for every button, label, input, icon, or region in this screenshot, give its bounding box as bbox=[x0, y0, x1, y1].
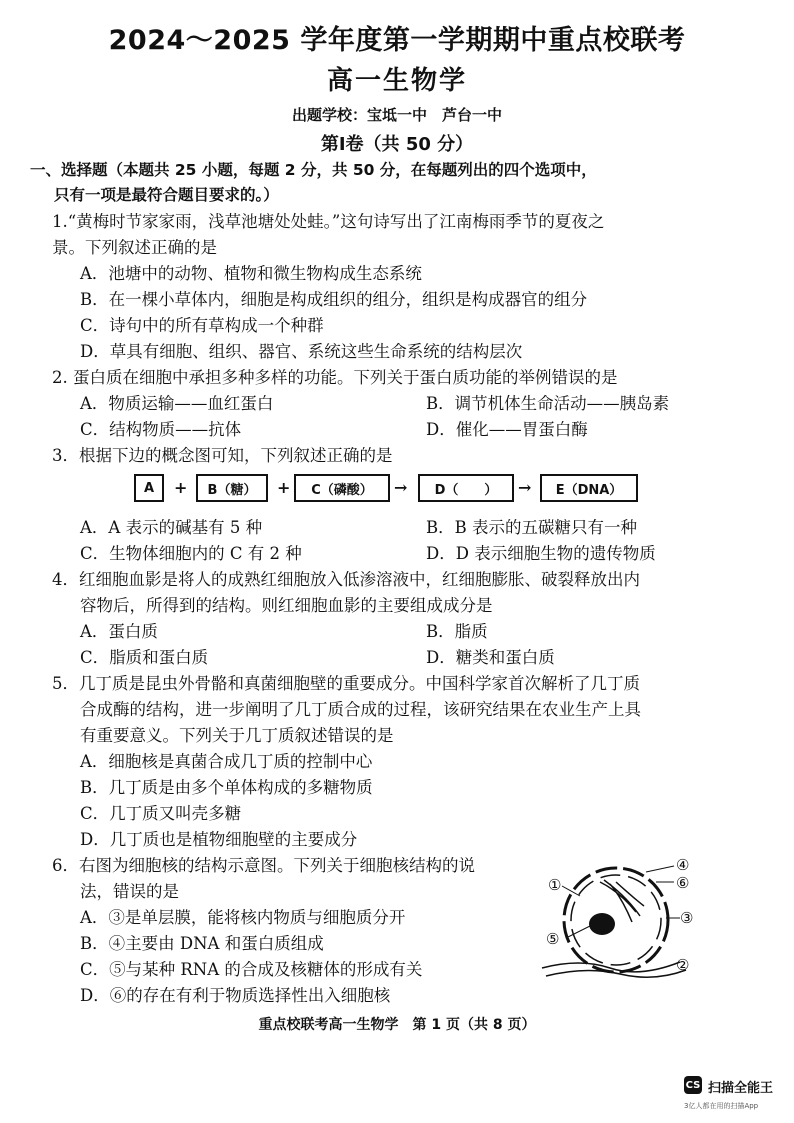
q3-option-c: C．生物体细胞内的 C 有 2 种 bbox=[80, 544, 302, 563]
camscanner-tagline: 3亿人都在用的扫描App bbox=[684, 1102, 759, 1110]
q6-stem-line2: 法，错误的是 bbox=[80, 882, 179, 901]
q4-option-b: B．脂质 bbox=[426, 622, 488, 641]
q2-option-b: B．调节机体生命活动——胰岛素 bbox=[426, 394, 670, 413]
q3-option-a: A．A 表示的碱基有 5 种 bbox=[80, 518, 263, 537]
q3-stem: 3．根据下边的概念图可知，下列叙述正确的是 bbox=[52, 446, 393, 465]
q1-option-d: D．草具有细胞、组织、器官、系统这些生命系统的结构层次 bbox=[80, 342, 523, 361]
concept-plus-2: + bbox=[277, 478, 291, 497]
q5-option-b: B．几丁质是由多个单体构成的多糖物质 bbox=[80, 778, 373, 797]
q2-option-a: A．物质运输——血红蛋白 bbox=[80, 394, 274, 413]
section-instructions-line2: 只有一项是最符合题目要求的。） bbox=[54, 186, 279, 204]
concept-arrow-1: → bbox=[394, 478, 408, 497]
nucleus-label-1: ① bbox=[548, 876, 562, 894]
q1-option-c: C．诗句中的所有草构成一个种群 bbox=[80, 316, 324, 335]
q4-option-c: C．脂质和蛋白质 bbox=[80, 648, 209, 667]
q1-stem-line1: 1.“黄梅时节家家雨，浅草池塘处处蛙。”这句诗写出了江南梅雨季节的夏夜之 bbox=[52, 212, 605, 231]
subject-title: 高一生物学 bbox=[326, 66, 467, 96]
q4-option-d: D．糖类和蛋白质 bbox=[426, 648, 555, 667]
q2-option-c: C．结构物质——抗体 bbox=[80, 420, 242, 439]
q2-stem: 2. 蛋白质在细胞中承担多种多样的功能。下列关于蛋白质功能的举例错误的是 bbox=[52, 368, 618, 387]
q5-stem-line2: 合成酶的结构，进一步阐明了几丁质合成的过程，该研究结果在农业生产上具 bbox=[80, 700, 641, 719]
nucleus-label-4: ④ bbox=[676, 856, 690, 874]
nucleus-label-2: ② bbox=[676, 956, 690, 974]
q5-stem-line1: 5．几丁质是昆虫外骨骼和真菌细胞壁的重要成分。中国科学家首次解析了几丁质 bbox=[52, 674, 640, 693]
concept-box-a: A bbox=[134, 474, 164, 502]
nucleus-label-6: ⑥ bbox=[676, 874, 690, 892]
concept-box-c: C（磷酸） bbox=[294, 474, 390, 502]
concept-box-d: D（ ） bbox=[418, 474, 514, 502]
section-instructions-line1: 一、选择题（本题共 25 小题，每题 2 分，共 50 分，在每题列出的四个选项中， bbox=[30, 161, 597, 179]
nucleus-label-3: ③ bbox=[680, 909, 694, 927]
camscanner-name: 扫描全能王 bbox=[708, 1081, 774, 1096]
q5-option-d: D．几丁质也是植物细胞壁的主要成分 bbox=[80, 830, 358, 849]
q4-stem-line2: 容物后，所得到的结构。则红细胞血影的主要组成成分是 bbox=[80, 596, 493, 615]
concept-box-e: E（DNA） bbox=[540, 474, 638, 502]
q1-option-a: A．池塘中的动物、植物和微生物构成生态系统 bbox=[80, 264, 422, 283]
q4-option-a: A．蛋白质 bbox=[80, 622, 158, 641]
concept-box-b: B（糖） bbox=[196, 474, 268, 502]
concept-plus-1: + bbox=[174, 478, 188, 497]
exam-title: 2024～2025 学年度第一学期期中重点校联考 bbox=[108, 25, 686, 56]
nucleus-diagram bbox=[540, 852, 700, 982]
concept-arrow-2: → bbox=[518, 478, 532, 497]
q3-option-b: B．B 表示的五碳糖只有一种 bbox=[426, 518, 637, 537]
q2-option-d: D．催化——胃蛋白酶 bbox=[426, 420, 588, 439]
q6-option-a: A．③是单层膜，能将核内物质与细胞质分开 bbox=[80, 908, 406, 927]
q3-option-d: D．D 表示细胞生物的遗传物质 bbox=[426, 544, 656, 563]
q4-stem-line1: 4．红细胞血影是将人的成熟红细胞放入低渗溶液中，红细胞膨胀、破裂释放出内 bbox=[52, 570, 640, 589]
schools-line: 出题学校：宝坻一中 芦台一中 bbox=[291, 106, 502, 124]
q6-option-d: D．⑥的存在有利于物质选择性出入细胞核 bbox=[80, 986, 391, 1005]
q1-option-b: B．在一棵小草体内，细胞是构成组织的组分，组织是构成器官的组分 bbox=[80, 290, 588, 309]
q5-option-a: A．细胞核是真菌合成几丁质的控制中心 bbox=[80, 752, 373, 771]
concept-diagram bbox=[130, 474, 650, 506]
q6-option-b: B．④主要由 DNA 和蛋白质组成 bbox=[80, 934, 324, 953]
camscanner-logo-icon: CS bbox=[684, 1076, 702, 1094]
q5-stem-line3: 有重要意义。下列关于几丁质叙述错误的是 bbox=[80, 726, 394, 745]
volume-heading: 第Ⅰ卷（共 50 分） bbox=[320, 134, 474, 155]
q5-option-c: C．几丁质又叫壳多糖 bbox=[80, 804, 242, 823]
page-footer: 重点校联考高一生物学 第 1 页（共 8 页） bbox=[258, 1017, 536, 1033]
nucleus-label-5: ⑤ bbox=[546, 930, 560, 948]
q6-option-c: C．⑤与某种 RNA 的合成及核糖体的形成有关 bbox=[80, 960, 423, 979]
q1-stem-line2: 景。下列叙述正确的是 bbox=[52, 238, 217, 257]
q6-stem-line1: 6．右图为细胞核的结构示意图。下列关于细胞核结构的说 bbox=[52, 856, 475, 875]
